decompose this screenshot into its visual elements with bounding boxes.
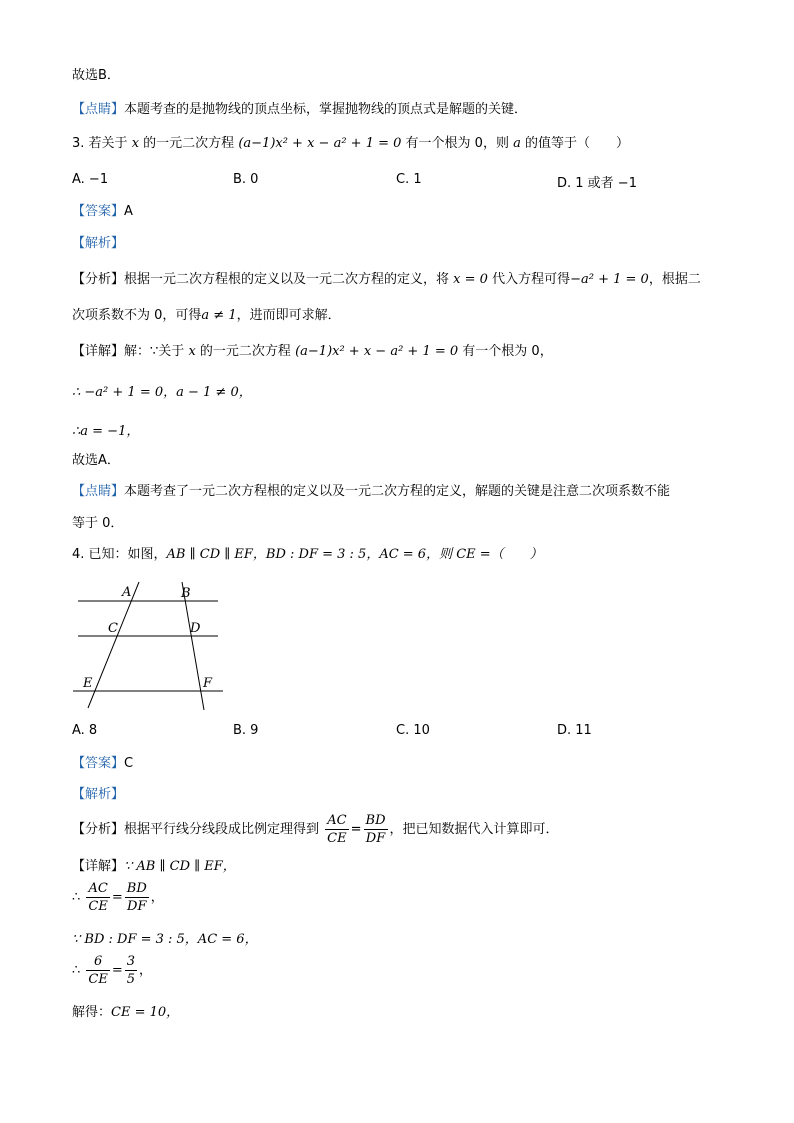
prev-choose: 故选B． (72, 68, 120, 83)
fenxi-text: 代入方程可得 (492, 272, 571, 287)
analysis-tag: 【解析】 (72, 236, 125, 251)
denominator: CE (327, 831, 347, 846)
q3-option-a: A. −1 (72, 172, 109, 187)
detail-equation: (a−1)x² + x − a² + 1 = 0 (295, 344, 459, 359)
q3-comment-line2: 等于 0． (72, 516, 124, 531)
q4-option-d: D. 11 (557, 723, 592, 738)
fraction-6-ce (86, 953, 109, 988)
label-c: C (108, 621, 118, 636)
fenxi-neq: a ≠ 1 (201, 308, 237, 323)
comment-tag: 【点睛】 (72, 102, 125, 117)
fenxi-text: ，根据二 (648, 272, 701, 287)
comma: ， (139, 963, 153, 978)
detail-tag: 【详解】 (72, 859, 125, 874)
solve-label: 解得： (72, 1005, 112, 1020)
q3-var-x: x (131, 136, 140, 151)
therefore-symbol: ∴ (72, 890, 81, 905)
fraction-3-5 (125, 953, 137, 988)
q3-var-a: a (513, 136, 521, 151)
q3-comment-line1 (72, 483, 670, 501)
q3-stem-mid: 的一元二次方程 (143, 136, 235, 151)
fenxi-text: 次项系数不为 0，可得 (72, 308, 202, 323)
q3-stem-suffix: 的值等于（ ） (525, 136, 630, 151)
fraction-ac-ce (325, 812, 348, 847)
q4-stem (72, 546, 543, 564)
answer-tag: 【答案】 (72, 204, 125, 219)
q4-option-c: C. 10 (396, 723, 430, 738)
q4-detail (72, 858, 236, 876)
q3-analysis-tag (72, 235, 124, 253)
q4-fenxi: 【分析】根据平行线分线段成比例定理得到 $\frac{AC}{CE}$ = $\frac{BD}{DF}$ ，把已知数据代入计算即可． (72, 813, 559, 846)
fenxi-text: 根据平行线分线段成比例定理得到 (124, 822, 320, 837)
q3-choose: 故选A． (72, 453, 120, 468)
q4-given: ∵ BD : DF = 3 : 5，AC = 6， (72, 932, 258, 947)
numerator: AC (86, 880, 109, 898)
comment-text: 本题考查的是抛物线的顶点坐标，掌握抛物线的顶点式是解题的关键． (124, 102, 528, 117)
fenxi-text: 根据一元二次方程根的定义以及一元二次方程的定义，将 (124, 272, 450, 287)
q3-fenxi-line1 (72, 271, 701, 289)
detail-text: 解：∵关于 (124, 344, 185, 359)
numerator: BD (365, 813, 386, 828)
q3-step2: ∴a = −1， (72, 424, 140, 439)
fenxi-text: ，进而即可求解． (236, 308, 341, 323)
denominator: CE (88, 899, 108, 914)
answer-value: A (124, 204, 133, 219)
denominator: DF (127, 899, 147, 914)
denominator: DF (365, 831, 386, 846)
label-e: E (83, 676, 93, 691)
label-d: D (190, 621, 201, 636)
q3-stem-mid2: 有一个根为 0，则 (405, 136, 509, 151)
numerator: 3 (126, 954, 136, 969)
detail-parallel: ∵ AB ∥ CD ∥ EF， (124, 859, 236, 874)
label-f: F (203, 676, 213, 691)
fenxi-tag: 【分析】 (72, 272, 125, 287)
numerator: 6 (86, 953, 109, 971)
detail-var-x: x (188, 344, 196, 359)
numerator: AC (325, 812, 348, 830)
prev-comment (72, 101, 527, 119)
q4-option-b: B. 9 (233, 723, 259, 738)
q4-analysis-tag (72, 786, 124, 804)
comma: ， (150, 890, 164, 905)
therefore-symbol: ∴ (72, 963, 81, 978)
q3-answer (72, 203, 133, 221)
q3-stem-prefix: 3. 若关于 (72, 136, 128, 151)
q3-detail (72, 343, 553, 361)
fenxi-eq: −a² + 1 = 0 (570, 272, 649, 287)
detail-tag: 【详解】 (72, 344, 125, 359)
detail-text: 有一个根为 0， (462, 344, 553, 359)
comment-text: 本题考查了一元二次方程根的定义以及一元二次方程的定义，解题的关键是注意二次项系数不能 (124, 484, 671, 499)
fraction-bd-df (364, 812, 388, 847)
q4-ratio-step: ∴ $\frac{AC}{CE}$ = $\frac{BD}{DF}$ ， (72, 881, 164, 914)
denominator: 5 (126, 972, 136, 987)
q4-answer (72, 755, 133, 773)
q4-substitution-step: ∴ $\frac{6}{CE}$ = $\frac{3}{5}$ ， (72, 954, 153, 987)
q3-fenxi-line2 (72, 307, 341, 325)
q3-option-b: B. 0 (233, 172, 259, 187)
q4-option-a: A. 8 (72, 723, 98, 738)
label-b: B (181, 586, 191, 601)
q3-equation: (a−1)x² + x − a² + 1 = 0 (238, 136, 402, 151)
q4-solution (72, 1004, 179, 1022)
fenxi-tag: 【分析】 (72, 822, 125, 837)
detail-text: 的一元二次方程 (199, 344, 291, 359)
parallel-lines-figure (70, 580, 230, 715)
q3-option-c: C. 1 (396, 172, 422, 187)
q4-stem-prefix: 4. 已知：如图， (72, 547, 167, 562)
q4-stem-condition: AB ∥ CD ∥ EF，BD : DF = 3 : 5，AC = 6，则 CE =（ ） (166, 547, 543, 562)
answer-value: C (124, 756, 134, 771)
q3-stem (72, 135, 629, 153)
q3-step1: ∴ −a² + 1 = 0，a − 1 ≠ 0， (72, 385, 252, 400)
label-a: A (122, 585, 132, 600)
fraction-ac-ce (86, 880, 109, 915)
answer-tag: 【答案】 (72, 756, 125, 771)
fraction-bd-df (125, 880, 149, 915)
analysis-tag: 【解析】 (72, 787, 125, 802)
fenxi-x0: x = 0 (453, 272, 488, 287)
denominator: CE (88, 972, 108, 987)
solve-equation: CE = 10， (111, 1005, 180, 1020)
comment-tag: 【点睛】 (72, 484, 125, 499)
numerator: BD (126, 881, 147, 896)
fenxi-text: ，把已知数据代入计算即可． (389, 822, 559, 837)
q3-option-d: D. 1 或者 −1 (557, 176, 637, 191)
